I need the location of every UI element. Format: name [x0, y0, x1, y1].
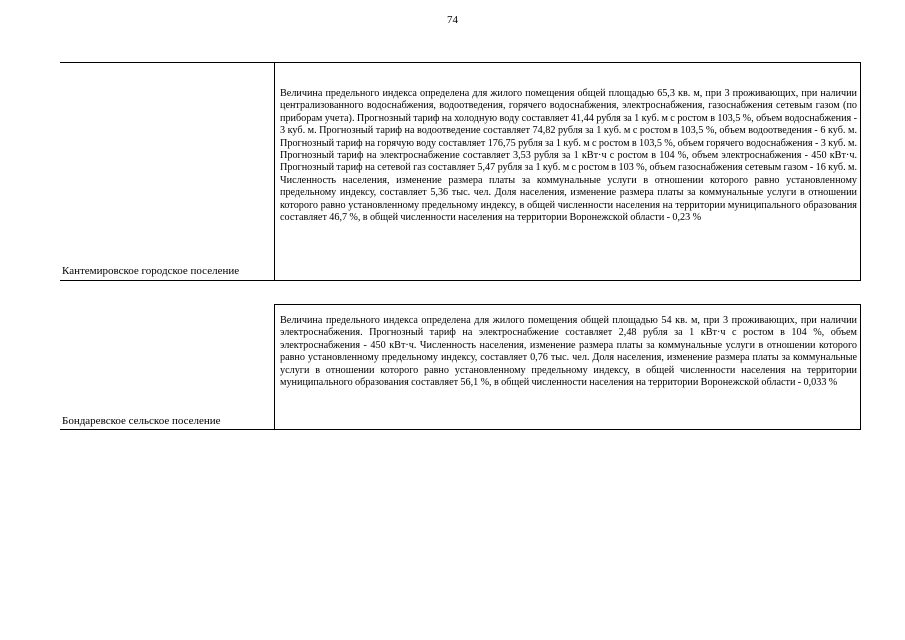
settlements-table	[60, 62, 861, 442]
settlement-name: Бондаревское сельское поселение	[62, 415, 221, 427]
settlement-description: Величина предельного индекса определена для жилого помещения общей площадью 65,3 кв. м, при 3 проживающих, при наличии централизованного водоснабжения, водоотведения, горячего водоснабжения, электроснабжения, газоснабжения сетевым газом (по приборам учета). Прогнозный тариф на холодную воду составляет 41,44 рубля за 1 куб. м с ростом в 103,5 %, объем водоснабжения - 3 куб. м. Прогнозный тариф на водоотведение составляет 74,82 рубля за 1 куб. м с ростом в 103,5 %, объем водоотведения - 6 куб. м. Прогнозный тариф на горячую воду составляет 176,75 рубля за 1 куб. м с ростом в 103,5 %, объем горячего водоснабжения - 3 куб. м. Прогнозный тариф на электроснабжение составляет 3,53 рубля за 1 кВт·ч с ростом в 104 %, объем электроснабжения - 450 кВт·ч. Прогнозный тариф на сетевой газ составляет 5,47 рубля за 1 куб. м с ростом в 103 %, объем газоснабжения сетевым газом - 16 куб. м. Численность населения, изменение размера платы за коммунальные услуги в отношении которого равно установленному предельному индексу, составляет 5,36 тыс. чел. Доля населения, изменение размера платы за коммунальные услуги в отношении которого равно установленному предельному индексу, в общей численности населения на территории муниципального образования составляет 46,7 %, в общей численности населения на территории Воронежской области - 0,23 %	[280, 88, 857, 224]
table-row	[60, 304, 861, 429]
table-row	[60, 62, 861, 280]
settlement-name: Кантемировское городское поселение	[62, 265, 240, 277]
row-1-bottom-border	[60, 280, 861, 281]
page-number: 74	[447, 14, 458, 26]
row-2-bottom-border	[60, 429, 861, 430]
settlement-description: Величина предельного индекса определена для жилого помещения общей площадью 54 кв. м, при 3 проживающих, при наличии электроснабжения. Прогнозный тариф на электроснабжение составляет 2,48 рубля за 1 кВт·ч с ростом в 104 %, объем электроснабжения - 450 кВт·ч. Численность населения, изменение размера платы за коммунальные услуги в отношении которого равно установленному предельному индексу, составляет 0,76 тыс. чел. Доля населения, изменение размера платы за коммунальные услуги в отношении которого равно установленному предельному индексу, в общей численности населения на территории муниципального образования составляет 56,1 %, в общей численности населения на территории Воронежской области - 0,033 %	[280, 315, 857, 389]
